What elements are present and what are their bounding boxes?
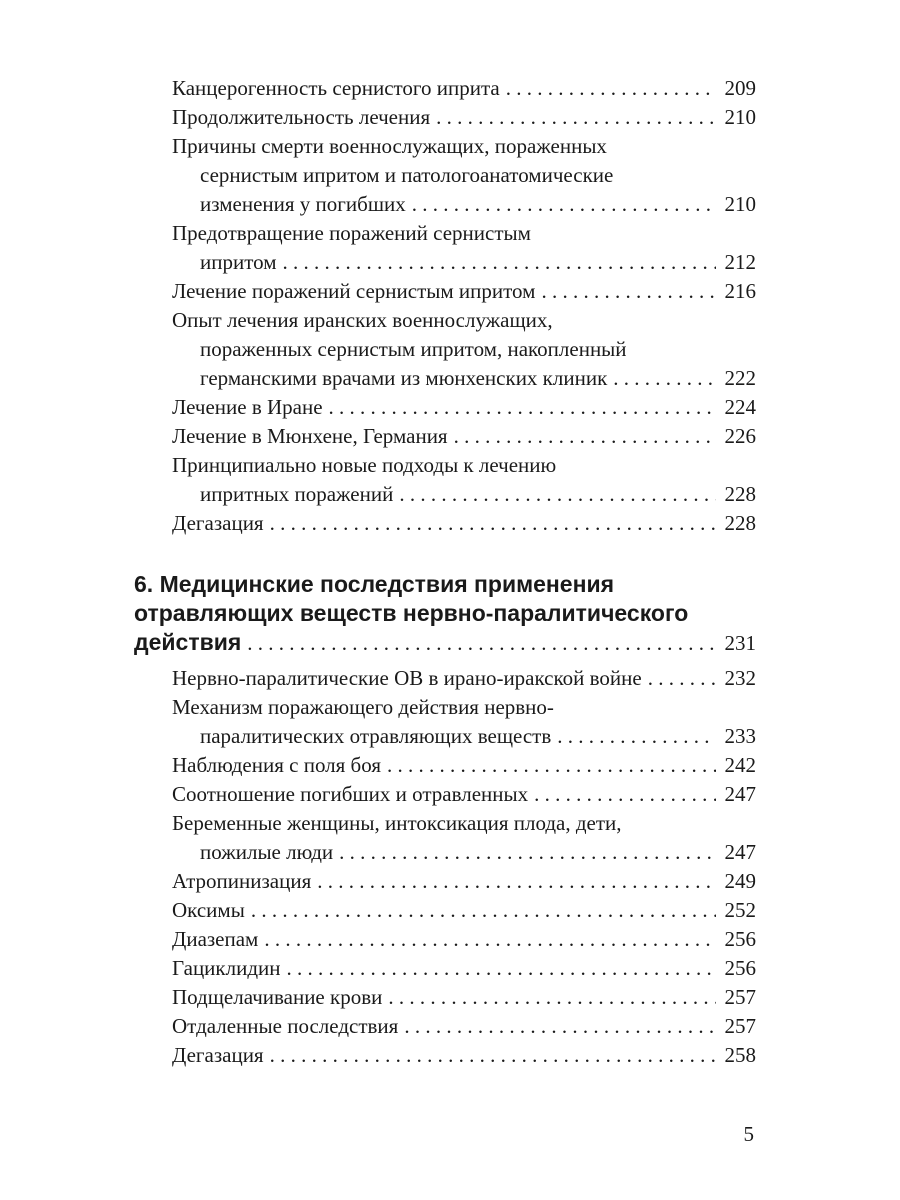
toc-entry-row: [172, 925, 756, 954]
toc-entry-row: [172, 480, 756, 509]
toc-entry-title-line: пожилые люди: [200, 840, 334, 864]
toc-entry-title-line: Дегазация: [172, 1043, 264, 1067]
toc-entry-title-line: Механизм поражающего действия нервно-: [172, 695, 554, 719]
toc-entry: [134, 509, 756, 538]
chapter-title-last-row: [134, 628, 756, 658]
dot-leader: [329, 393, 716, 422]
toc-entry-page-number: 252: [724, 898, 756, 922]
chapter-title-line-2: отравляющих веществ нервно-паралитического: [134, 600, 689, 626]
toc-entry-page-number: 209: [724, 76, 756, 100]
toc-entry-row: [172, 103, 756, 132]
dot-leader: [251, 896, 716, 925]
toc-entry-title-line: Канцерогенность сернистого иприта: [172, 76, 500, 100]
toc-entry: [134, 74, 756, 103]
toc-entry-row: [172, 509, 756, 538]
toc-entry-title-line: Лечение в Иране: [172, 395, 323, 419]
dot-leader: [264, 925, 716, 954]
toc-entry: [134, 925, 756, 954]
toc-entry-title-line: Атропинизация: [172, 869, 312, 893]
dot-leader: [648, 664, 716, 693]
dot-leader: [412, 190, 716, 219]
toc-entry: [134, 896, 756, 925]
toc-entry-page-number: 242: [724, 753, 756, 777]
toc-entry-list: [134, 664, 756, 1070]
toc-entry-page-number: 228: [724, 482, 756, 506]
toc-entry: [134, 954, 756, 983]
toc-entry-row: [172, 867, 756, 896]
toc-entry-title-line: Отдаленные последствия: [172, 1014, 399, 1038]
toc-entry: [134, 422, 756, 451]
toc-entry-row: [172, 1012, 756, 1041]
chapter-title-line-1: 6. Медицинские последствия применения: [134, 571, 615, 597]
toc-entry: [134, 751, 756, 780]
toc-entry-title-line: сернистым ипритом и патологоанатомические: [200, 163, 614, 187]
toc-entry-title-line: Подщелачивание крови: [172, 985, 383, 1009]
toc-entry-row: [172, 751, 756, 780]
toc-entry-title-line: германскими врачами из мюнхенских клиник: [200, 366, 608, 390]
dot-leader: [399, 480, 716, 509]
toc-entry: [134, 306, 756, 393]
toc-entry-title-line: изменения у погибших: [200, 192, 406, 216]
toc-entry-row: [172, 74, 756, 103]
dot-leader: [506, 74, 716, 103]
toc-entry-row: [172, 664, 756, 693]
toc-entry-page-number: 249: [724, 869, 756, 893]
dot-leader: [534, 780, 716, 809]
dot-leader: [557, 722, 716, 751]
toc-entry-title-line: Лечение поражений сернистым ипритом: [172, 279, 536, 303]
toc-entry-title-line: Лечение в Мюнхене, Германия: [172, 424, 448, 448]
toc-entry: [134, 277, 756, 306]
chapter-title-line-3: действия: [134, 629, 242, 655]
toc-entry-title-line: Гациклидин: [172, 956, 281, 980]
dot-leader: [387, 751, 716, 780]
toc-entry-title-line: Продолжительность лечения: [172, 105, 431, 129]
toc-entry-row: [172, 190, 756, 219]
toc-entry-title-line: Дегазация: [172, 511, 264, 535]
toc-entry: [134, 451, 756, 509]
toc-entry-page-number: 247: [724, 782, 756, 806]
page-number-folio: 5: [743, 1122, 754, 1146]
toc-entry: [134, 664, 756, 693]
toc-entry-title-line: Принципиально новые подходы к лечению: [172, 453, 557, 477]
toc-entry-row: [172, 722, 756, 751]
toc-entry: [134, 393, 756, 422]
toc-entry: [134, 219, 756, 277]
toc-entry-title-line: Беременные женщины, интоксикация плода, дети,: [172, 811, 622, 835]
toc-entry: [134, 983, 756, 1012]
toc-entry-title-line: ипритом: [200, 250, 277, 274]
dot-leader: [317, 867, 716, 896]
toc-entry-row: [172, 277, 756, 306]
dot-leader: [287, 954, 717, 983]
toc-entry-row: [172, 364, 756, 393]
dot-leader: [454, 422, 716, 451]
toc-entry-page-number: 210: [724, 192, 756, 216]
toc-entry-page-number: 222: [724, 366, 756, 390]
toc-entry: [134, 809, 756, 867]
dot-leader: [339, 838, 716, 867]
toc-entry: [134, 1041, 756, 1070]
toc-entry-row: [172, 896, 756, 925]
toc-entry-page-number: 257: [724, 1014, 756, 1038]
toc-entry-title-line: ипритных поражений: [200, 482, 394, 506]
toc-entry: [134, 132, 756, 219]
toc-entry-title-line: Наблюдения с поля боя: [172, 753, 382, 777]
toc-entry-row: [172, 838, 756, 867]
toc-entry-page-number: 216: [724, 279, 756, 303]
toc-entry-row: [172, 393, 756, 422]
toc-entry-page-number: 232: [724, 666, 756, 690]
toc-entry-title-line: Причины смерти военнослужащих, пораженных: [172, 134, 607, 158]
dot-leader: [247, 629, 716, 658]
toc-entry: [134, 780, 756, 809]
toc-entry-row: [172, 983, 756, 1012]
toc-entry-title-line: пораженных сернистым ипритом, накопленный: [200, 337, 627, 361]
toc-entry-page-number: 247: [724, 840, 756, 864]
dot-leader: [436, 103, 716, 132]
toc-entry-page-number: 257: [724, 985, 756, 1009]
toc-entry-row: [172, 954, 756, 983]
toc-entry: [134, 1012, 756, 1041]
dot-leader: [270, 1041, 716, 1070]
toc-entry-page-number: 228: [724, 511, 756, 535]
toc-entry-title-line: паралитических отравляющих веществ: [200, 724, 552, 748]
toc-entry-title-line: Нервно-паралитические ОВ в ирано-иракской войне: [172, 666, 642, 690]
chapter-page-number: 231: [724, 631, 756, 655]
toc-entry-page-number: 212: [724, 250, 756, 274]
toc-entry-title-line: Опыт лечения иранских военнослужащих,: [172, 308, 553, 332]
toc-entry-page-number: 210: [724, 105, 756, 129]
dot-leader: [283, 248, 716, 277]
dot-leader: [388, 983, 716, 1012]
toc-entry-list: [134, 74, 756, 538]
dot-leader: [613, 364, 716, 393]
dot-leader: [404, 1012, 716, 1041]
toc-entry-row: [172, 248, 756, 277]
toc-entry-page-number: 226: [724, 424, 756, 448]
toc-entry: [134, 867, 756, 896]
toc-entry-row: [172, 422, 756, 451]
toc-entry-title-line: Диазепам: [172, 927, 259, 951]
dot-leader: [270, 509, 716, 538]
toc-entry-page-number: 258: [724, 1043, 756, 1067]
toc-entry-row: [172, 780, 756, 809]
toc-entry-page-number: 233: [724, 724, 756, 748]
toc-entry-title-line: Оксимы: [172, 898, 245, 922]
dot-leader: [541, 277, 716, 306]
toc-entry-page-number: 256: [724, 927, 756, 951]
toc-entry-title-line: Соотношение погибших и отравленных: [172, 782, 529, 806]
toc-entry-title-line: Предотвращение поражений сернистым: [172, 221, 531, 245]
toc-entry-page-number: 224: [724, 395, 756, 419]
toc-entry: [134, 103, 756, 132]
chapter-heading: [134, 570, 756, 658]
toc-section-a: [134, 74, 756, 538]
toc-entry-row: [172, 1041, 756, 1070]
toc-entry: [134, 693, 756, 751]
toc-chapter-6-block: [134, 570, 756, 1070]
toc-entry-page-number: 256: [724, 956, 756, 980]
